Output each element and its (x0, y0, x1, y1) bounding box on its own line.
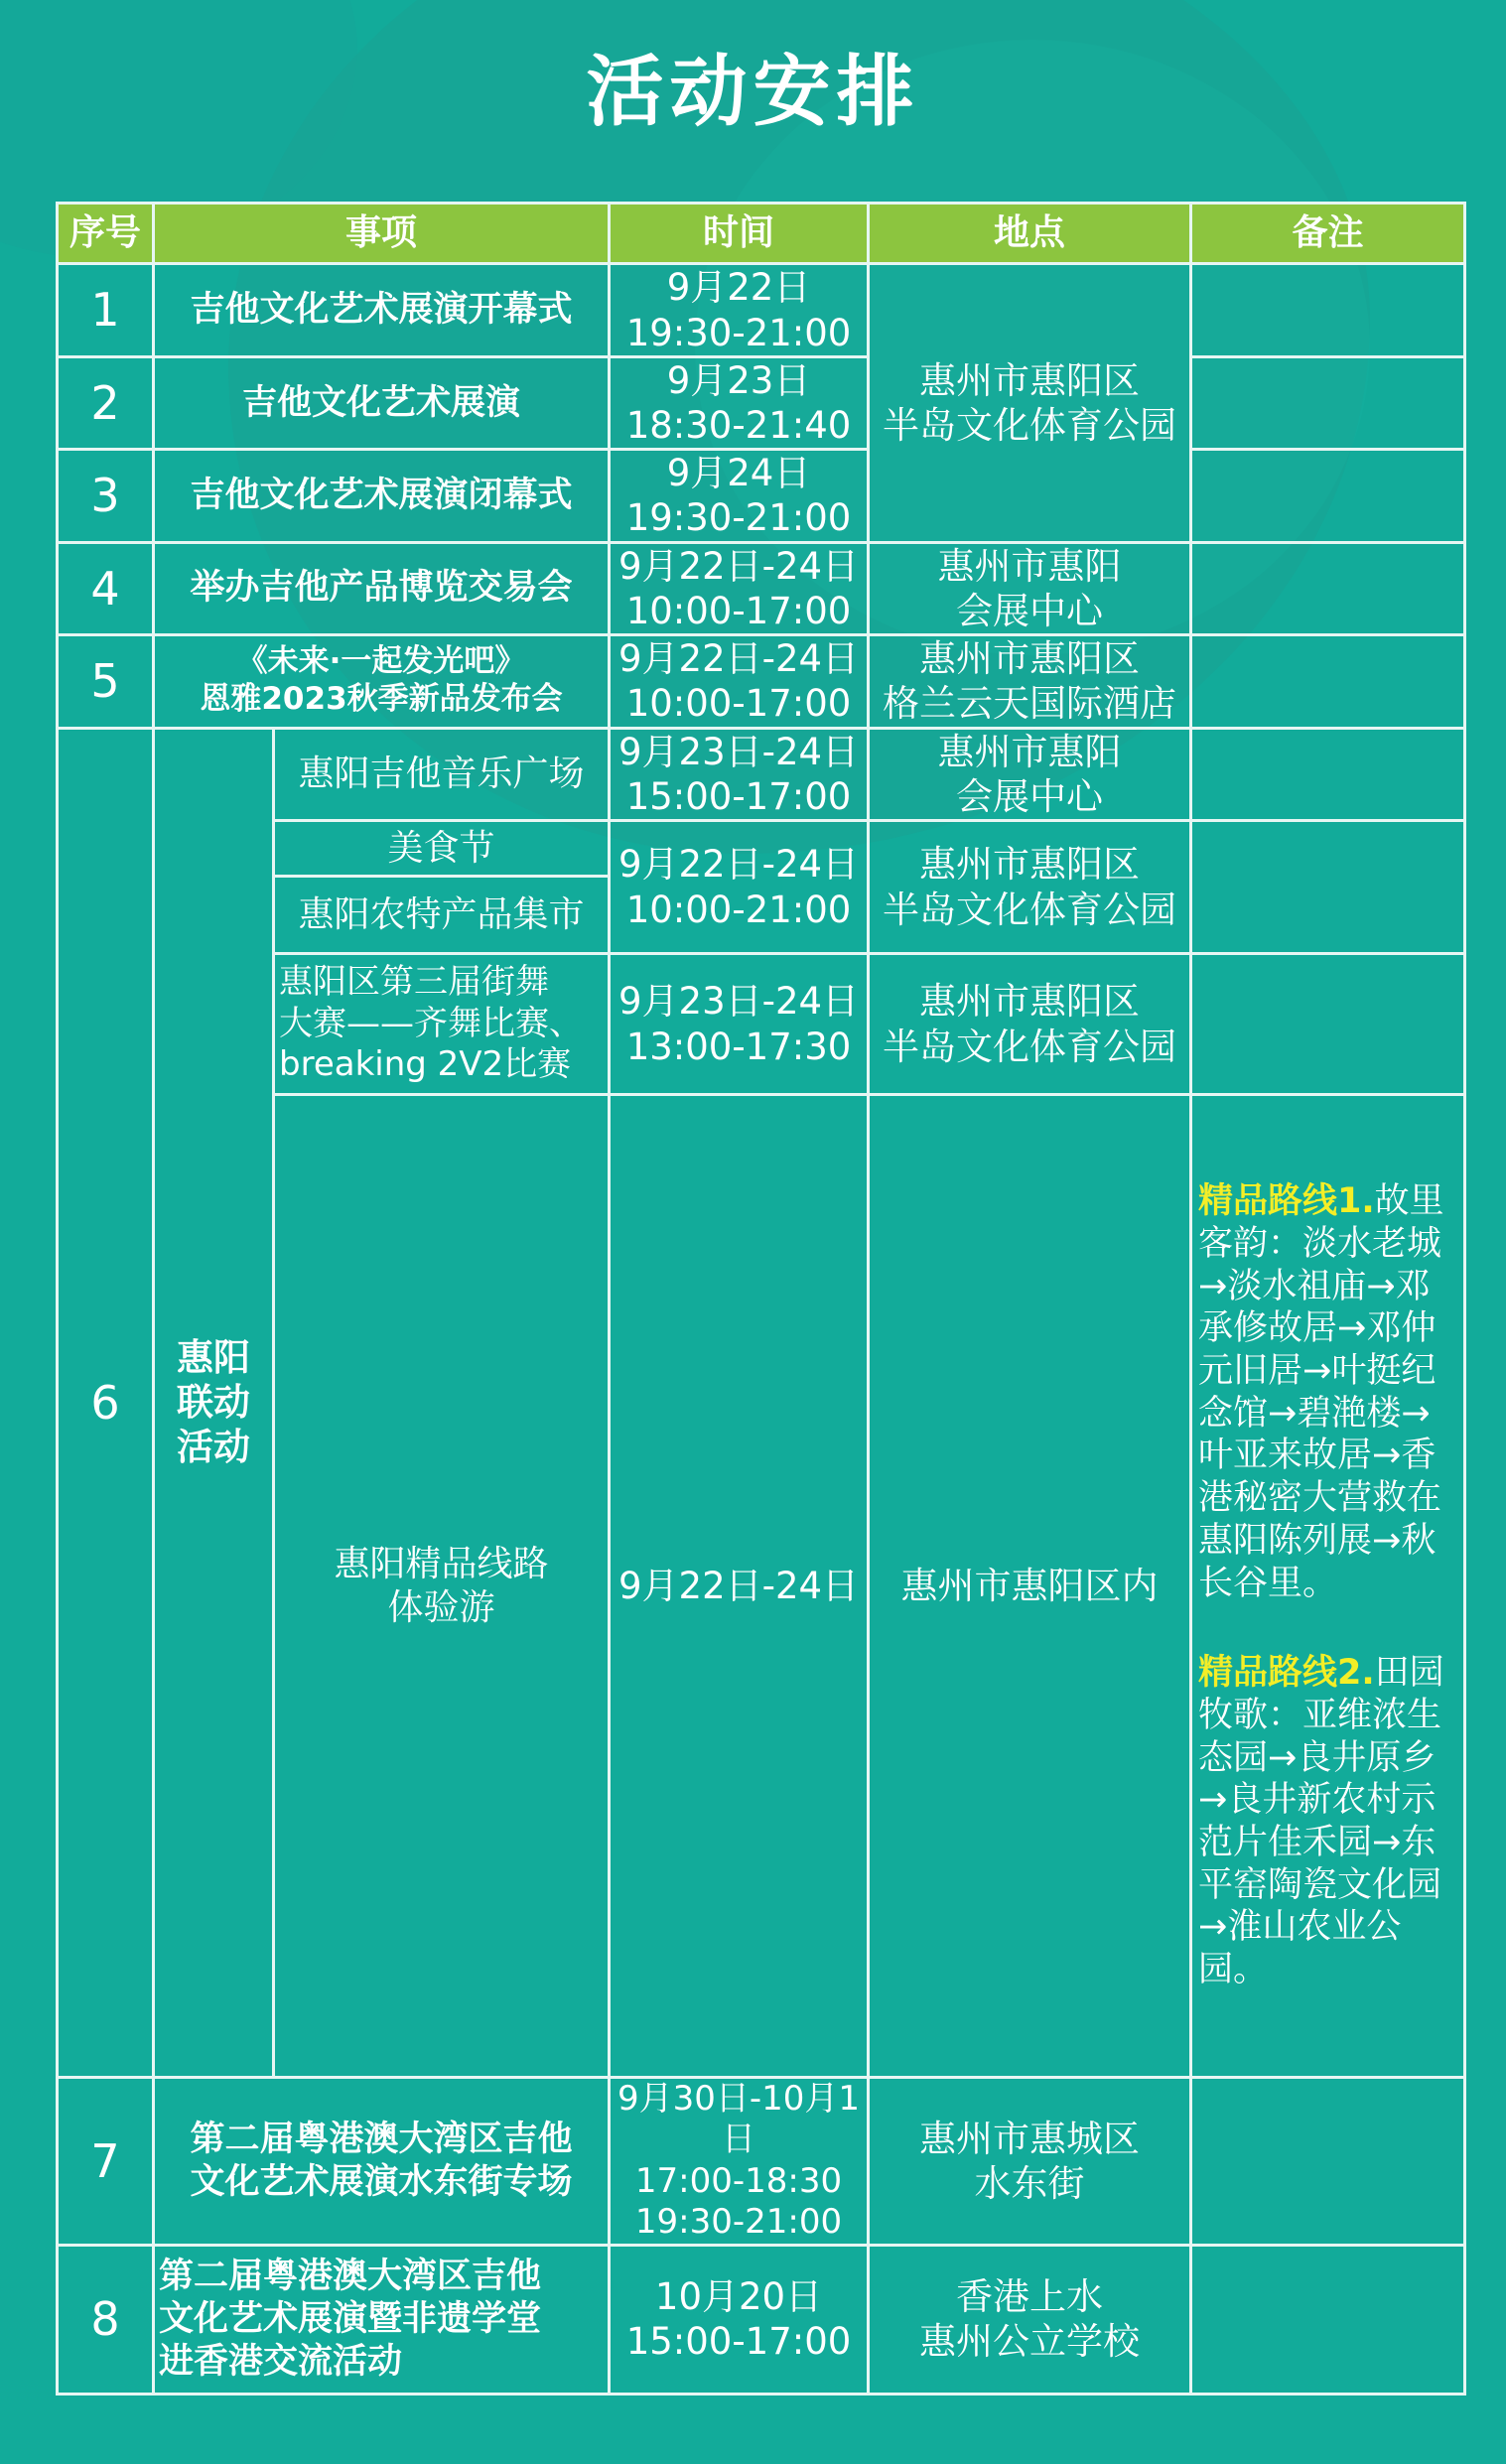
event-time: 9月24日 19:30-21:00 (610, 450, 869, 542)
event-time: 9月23日-24日 15:00-17:00 (610, 728, 869, 820)
header-time: 时间 (610, 204, 869, 264)
row-number: 3 (58, 450, 154, 542)
event-time: 9月22日-24日 (610, 1095, 869, 2078)
remark-cell (1191, 821, 1465, 954)
event-name: 吉他文化艺术展演闭幕式 (154, 450, 610, 542)
event-place: 香港上水 惠州公立学校 (869, 2245, 1191, 2394)
remark-cell (1191, 264, 1465, 357)
sub-event-name: 美食节 (274, 821, 610, 877)
event-time: 9月30日-10月1日 17:00-18:30 19:30-21:00 (610, 2078, 869, 2246)
header-place: 地点 (869, 204, 1191, 264)
schedule-table (56, 202, 1466, 2396)
event-place: 惠州市惠阳区内 (869, 1095, 1191, 2078)
table-row (58, 264, 1465, 357)
event-time: 9月22日-24日 10:00-21:00 (610, 821, 869, 954)
event-name: 第二届粤港澳大湾区吉他 文化艺术展演水东街专场 (154, 2078, 610, 2246)
remark-cell (1191, 954, 1465, 1095)
row-number: 2 (58, 357, 154, 450)
event-time: 10月20日 15:00-17:00 (610, 2245, 869, 2394)
table-row (58, 2245, 1465, 2394)
sub-event-name: 惠阳精品线路 体验游 (274, 1095, 610, 2078)
row-number: 4 (58, 542, 154, 634)
table-row (58, 634, 1465, 728)
remark-cell (1191, 2078, 1465, 2246)
table-row (58, 542, 1465, 634)
event-name: 《未来·一起发光吧》 恩雅2023秋季新品发布会 (154, 634, 610, 728)
event-name: 吉他文化艺术展演 (154, 357, 610, 450)
event-place: 惠州市惠阳区 半岛文化体育公园 (869, 954, 1191, 1095)
remark-cell (1191, 357, 1465, 450)
event-time: 9月22日 19:30-21:00 (610, 264, 869, 357)
event-place: 惠州市惠阳 会展中心 (869, 542, 1191, 634)
page-title: 活动安排 (586, 48, 920, 137)
row-number: 1 (58, 264, 154, 357)
event-time: 9月23日 18:30-21:40 (610, 357, 869, 450)
header-no: 序号 (58, 204, 154, 264)
event-time: 9月23日-24日 13:00-17:30 (610, 954, 869, 1095)
event-name: 举办吉他产品博览交易会 (154, 542, 610, 634)
sub-event-name: 惠阳区第三届街舞 大赛——齐舞比赛、 breaking 2V2比赛 (274, 954, 610, 1095)
sub-event-name: 惠阳农特产品集市 (274, 877, 610, 954)
remark-cell (1191, 542, 1465, 634)
header-remark: 备注 (1191, 204, 1465, 264)
route-2-text: 田园牧歌：亚维浓生态园→良井原乡→良井新农村示范片佳禾园→东平窑陶瓷文化园→淮山农业公园。 (1198, 1653, 1444, 1989)
event-place: 惠州市惠阳 会展中心 (869, 728, 1191, 820)
group-title: 惠阳 联动 活动 (154, 728, 274, 2077)
route-1-text: 故里客韵：淡水老城→淡水祖庙→邓承修故居→邓仲元旧居→叶挺纪念馆→碧滟楼→叶亚来故居→香港秘密大营救在惠阳陈列展→秋长谷里。 (1198, 1181, 1444, 1603)
table-row (58, 357, 1465, 450)
remark-cell (1191, 450, 1465, 542)
row-number: 7 (58, 2078, 154, 2246)
event-place: 惠州市惠阳区 半岛文化体育公园 (869, 264, 1191, 543)
event-time: 9月22日-24日 10:00-17:00 (610, 634, 869, 728)
remark-cell (1191, 728, 1465, 820)
row-number: 6 (58, 728, 154, 2077)
table-row (58, 450, 1465, 542)
sub-event-name: 惠阳吉他音乐广场 (274, 728, 610, 820)
event-name: 吉他文化艺术展演开幕式 (154, 264, 610, 357)
event-time: 9月22日-24日 10:00-17:00 (610, 542, 869, 634)
event-name: 第二届粤港澳大湾区吉他 文化艺术展演暨非遗学堂 进香港交流活动 (154, 2245, 610, 2394)
row-number: 5 (58, 634, 154, 728)
remark-cell (1191, 2245, 1465, 2394)
route-2-label: 精品路线2. (1198, 1653, 1375, 1694)
header-row (58, 204, 1465, 264)
route-remark (1191, 1095, 1465, 2078)
header-item: 事项 (154, 204, 610, 264)
route-1-label: 精品路线1. (1198, 1181, 1375, 1222)
event-place: 惠州市惠阳区 半岛文化体育公园 (869, 821, 1191, 954)
table-row (58, 728, 1465, 820)
table-row (58, 2078, 1465, 2246)
remark-cell (1191, 634, 1465, 728)
event-place: 惠州市惠阳区 格兰云天国际酒店 (869, 634, 1191, 728)
row-number: 8 (58, 2245, 154, 2394)
event-place: 惠州市惠城区 水东街 (869, 2078, 1191, 2246)
